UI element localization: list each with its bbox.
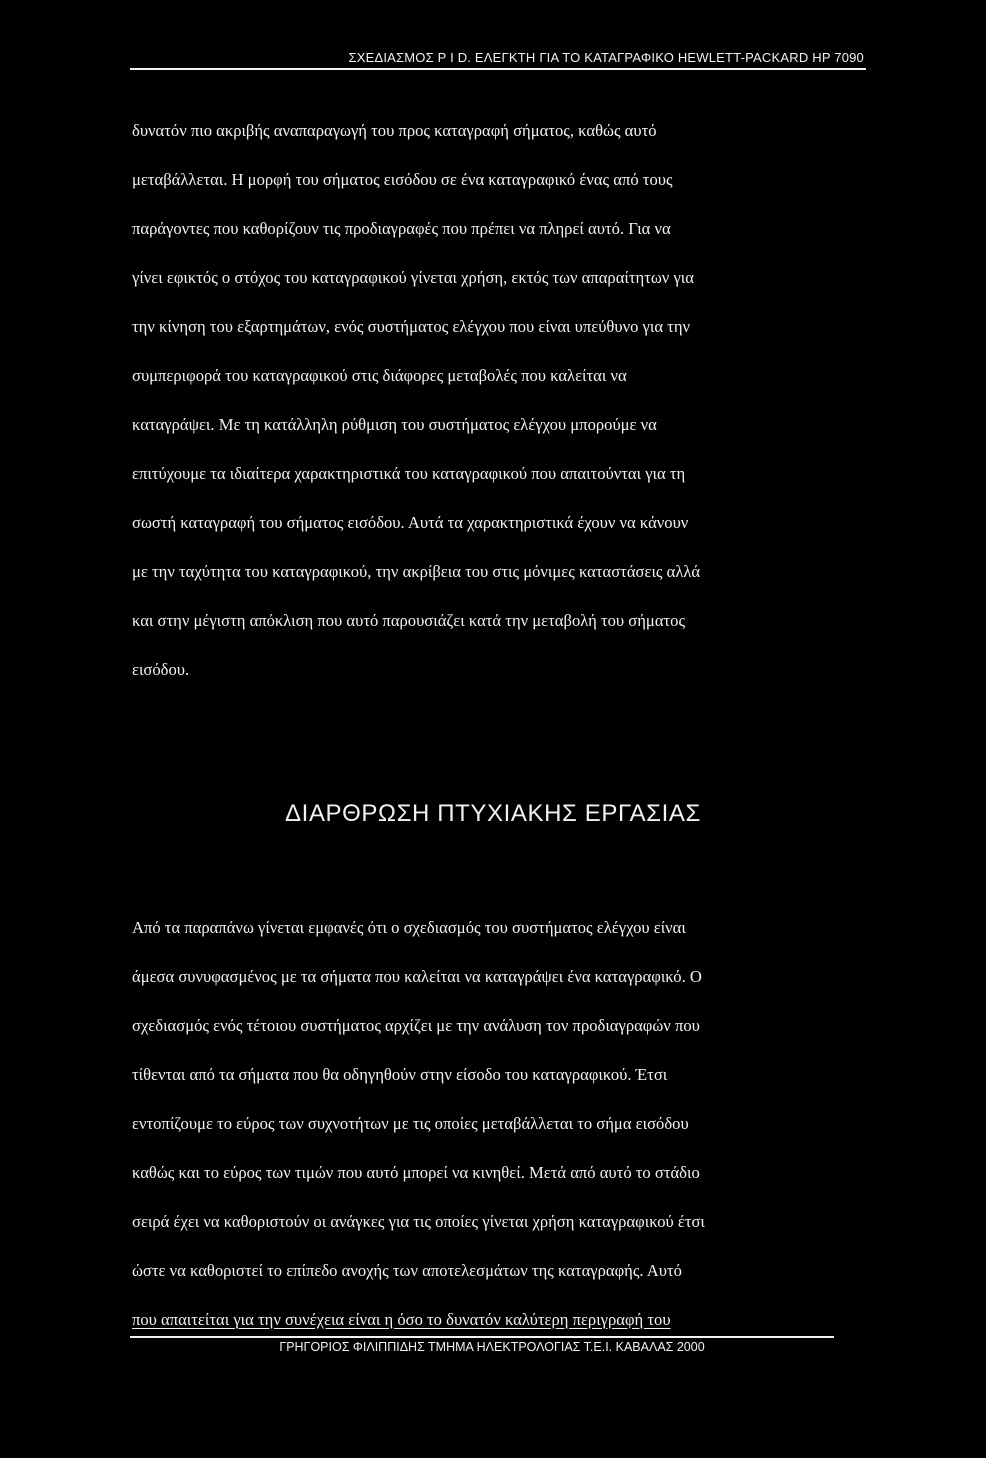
text-line: καταγράψει. Με τη κατάλληλη ρύθμιση του συστήματος ελέγχου μπορούμε να xyxy=(132,415,657,434)
text-line: μεταβάλλεται. Η μορφή του σήματος εισόδου σε ένα καταγραφικό ένας από τους xyxy=(132,170,673,189)
text-line: δυνατόν πιο ακριβής αναπαραγωγή του προς καταγραφή σήματος, καθώς αυτό xyxy=(132,121,657,140)
text-line: εισόδου. xyxy=(132,660,190,679)
text-line: εντοπίζουμε το εύρος των συχνοτήτων με τις οποίες μεταβάλλεται το σήμα εισόδου xyxy=(132,1114,689,1133)
text-line: σειρά έχει να καθοριστούν οι ανάγκες για τις οποίες γίνεται χρήση καταγραφικού έτσι xyxy=(132,1212,705,1231)
section-heading: ΔΙΑΡΘΡΩΣΗ ΠΤΥΧΙΑΚΗΣ ΕΡΓΑΣΙΑΣ xyxy=(285,800,701,827)
text-line: καθώς και το εύρος των τιμών που αυτό μπορεί να κινηθεί. Μετά από αυτό το στάδιο xyxy=(132,1163,700,1182)
text-line: ώστε να καθοριστεί το επίπεδο ανοχής των αποτελεσμάτων της καταγραφής. Αυτό xyxy=(132,1261,682,1280)
text-line: σχεδιασμός ενός τέτοιου συστήματος αρχίζει με την ανάλυση τον προδιαγραφών που xyxy=(132,1016,700,1035)
text-line: άμεσα συνυφασμένος με τα σήματα που καλείται να καταγράψει ένα καταγραφικό. Ο xyxy=(132,967,702,986)
text-line: συμπεριφορά του καταγραφικού στις διάφορες μεταβολές που καλείται να xyxy=(132,366,627,385)
footer-divider xyxy=(130,1336,834,1338)
paragraph-intro xyxy=(132,106,872,694)
header-divider xyxy=(130,68,866,70)
text-line: και στην μέγιστη απόκλιση που αυτό παρουσιάζει κατά την μεταβολή του σήματος xyxy=(132,611,686,630)
text-line: με την ταχύτητα του καταγραφικού, την ακρίβεια του στις μόνιμες καταστάσεις αλλά xyxy=(132,562,701,581)
text-line: την κίνηση του εξαρτημάτων, ενός συστήματος ελέγχου που είναι υπεύθυνο για την xyxy=(132,317,691,336)
text-line: επιτύχουμε τα ιδιαίτερα χαρακτηριστικά του καταγραφικού που απαιτούνται για τη xyxy=(132,464,686,483)
paragraph-structure xyxy=(132,903,872,1344)
text-line: γίνει εφικτός ο στόχος του καταγραφικού γίνεται χρήση, εκτός των απαραίτητων για xyxy=(132,268,694,287)
running-footer: ΓΡΗΓΟΡΙΟΣ ΦΙΛΙΠΠΙΔΗΣ ΤΜΗΜΑ ΗΛΕΚΤΡΟΛΟΓΙΑΣ Τ.Ε.Ι. ΚΑΒΑΛΑΣ 2000 xyxy=(279,1340,705,1354)
text-line: Από τα παραπάνω γίνεται εμφανές ότι ο σχεδιασμός του συστήματος ελέγχου είναι xyxy=(132,918,686,937)
running-header: ΣΧΕΔΙΑΣΜΟΣ Ρ Ι D. ΕΛΕΓΚΤΗ ΓΙΑ ΤΟ ΚΑΤΑΓΡΑΦΙΚΟ HEWLETT-PACKARD HP 7090 xyxy=(348,50,864,65)
text-line-content: που απαιτείται για την συνέχεια είναι η όσο το δυνατόν καλύτερη περιγραφή του xyxy=(132,1310,671,1329)
text-line: τίθενται από τα σήματα που θα οδηγηθούν στην είσοδο του καταγραφικού. Έτσι xyxy=(132,1065,668,1084)
text-line: παράγοντες που καθορίζουν τις προδιαγραφές που πρέπει να πληρεί αυτό. Για να xyxy=(132,219,671,238)
text-line: σωστή καταγραφή του σήματος εισόδου. Αυτά τα χαρακτηριστικά έχουν να κάνουν xyxy=(132,513,689,532)
